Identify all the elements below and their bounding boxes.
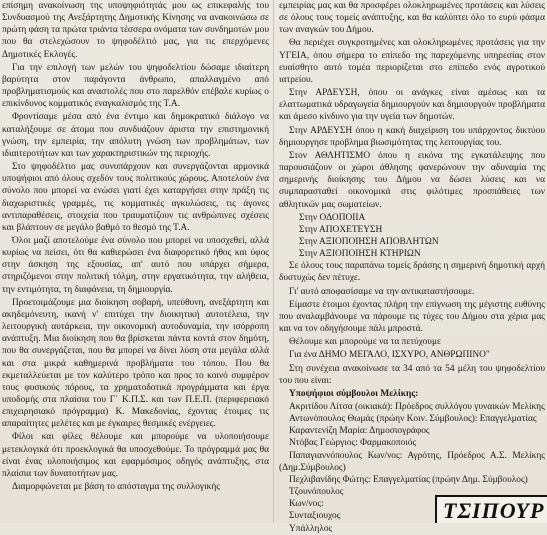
right-outro-paragraphs [279,260,545,387]
paragraph: Στην ΑΡΔΕΥΣΗ όπου η κακή διαχείριση του υπάρχοντος δικτύου δημιουργησε προβλημα βιωσιμότητας της λειτουργίας του. [279,125,545,148]
paragraph: Θέλουμε και μπορούμε να τα πετύχουμε [289,337,441,348]
sector-item: Στην ΑΞΙΟΠΟΙΗΣΗ ΚΤΗΡΙΩΝ [299,249,421,260]
paragraph: Στον ΑΘΛΗΤΙΣΜΟ όπου η εικόνα της εγκατάλειψης που παρουσιάζουν οι χώροι άθλησης φανερώνουν την αδυναμία της σημερινής διοίκησης του Δήμου να δώσει λύσεις και να συμπαρασταθεί οικονομικά στις φιλότιμες προσπάθειες των αθλητικών μας σωματείων. [279,150,545,210]
newspaper-logo: ΤΣΙΠΟΥΡ [435,495,547,523]
candidate-item: Υπάλληλος [289,523,333,534]
paragraph: Θα περιέχει συγκροτημένες και ολοκληρωμένες προτάσεις για την ΥΓΕΙΑ, όπου σήμερα το επίπεδο της παρεχόμενης υπηρεσίας στον ευαίσθητο αυτό τομέα περιορίζεται στο επίπεδο ενός αγροτικού ιατρείου. [279,38,545,85]
left-article-column [2,0,269,523]
sector-list [279,212,545,261]
paragraph: Είμαστε έτοιμοι έχοντας πλήρη την επίγνωση της μέγιστης ευθύνης που αναλαμβάνουμε να πάρουμε τις τύχες του Δήμου στα χέρια μας και να τον οδηγήσουμε πάλι μπροστά. [279,299,545,335]
candidates-heading: Υποψήφιοι σύμβουλοι Μελίκης: [289,388,419,399]
paragraph: Φίλοι και φίλες θέλουμε και μπορούμε να υλοποιήσουμε μετεκλογικά ότι προεκλογικά θα υποσχεθούμε. Το πρόγραμμά μας θα είναι ένας υλοποιήσιμος και εφαρμόσιμος οδηγός ανάπτυξης, στα πλαίσια των δυνατοτήτων μας. [2,432,269,479]
paragraph: Όλοι μαζί αποτελούμε ένα σύνολο που μπορεί να υποσχεθεί, αλλά κυρίως να πείσει, ότι θα καθιερώσει ένα διαφορετικό ήθος και ύφος στην άσκηση της εξουσίας, απ' αυτό που υπάρχει σήμερα, στηριζόμενοι στην πολιτική τόλμη, στην εργατικότητα, την αλήθεια, την εντιμότητα, τη διαφάνεια, τη δημιουργία. [2,235,269,295]
candidate-item: Τζουνόπουλος [289,487,344,498]
candidate-item: Καραντενίζη Μαρία: Δημοσιογράφος [289,426,430,437]
paragraph: Φροντίσαμε μέσα από ένα έντιμο και δημοκρατικό διάλογο να καταλήξουμε σε άτομα που συνδυάζουν άριστα την επιστημονική γνώση, την εμπειρία, την απόλυτη γνώση των προβλημάτων, των ιδιαιτεροτήτων και των χαρακτηριστικών της περιοχής. [2,112,269,159]
paragraph: Στην ΑΡΔΕΥΣΗ, όπου οι ανάγκες είναι αμέσως και τα ελαττωματικά υδραγωγεία δημιουργούν και δημιουργούν προβλήματα και άμεσο κίνδυνο για την υγεία των δημοτών. [279,88,545,123]
column-divider [273,0,274,523]
paragraph: Διαμορφώνεται με βάση το απόσταγμα της συλλογικής [12,482,220,493]
candidate-item: Κων/νος: [289,499,324,510]
paragraph: Για ένα ΔΗΜΟ ΜΕΓΑΛΟ, ΙΣΧΥΡΟ, ΑΝΘΡΩΠΙΝΟ" [289,350,490,361]
paragraph: Γι' αυτό αποφασίσαμε να την αντικαταστήσουμε. [289,286,475,297]
paragraph: εμπειρίας μας και θα προσφέρει ολοκληρωμένες προτάσεις και λύσεις σε όλους τους τομείς ανάπτυξης, και θα καλύπτει όλο το ευρύ φάσμα των αναγκών του Δήμου. [279,1,545,36]
candidate-item: Συνταξιουχος [289,511,341,522]
paragraph: Σε όλους τους παραπάνω τομείς δράσης η σημερινή δημοτική αρχή δυστυχώς δεν πέτυχε. [279,261,545,284]
candidate-item: Ακριτίδου Λίτσα (οικιακά): Πρόεδρος συλλόγου γυναικών Μελίκης [289,402,545,412]
right-intro-paragraphs [279,0,545,211]
sector-item: Στην ΑΞΙΟΠΟΙΗΣΗ ΑΠΟΒΛΗΤΩΝ [299,236,439,247]
candidate-item: Ντόβας Γεώργιος: Φαρμακοποιός [289,438,417,449]
sector-item: Στην ΟΔΟΠΟΙΙΑ [299,212,366,223]
sector-item: Στην ΑΠΟΧΕΤΕΥΣΗ [299,224,383,235]
candidate-item: Αντωνόπουλος Θωμάς (πρώην Κοιν. Σύμβουλος): Επαγγελματίας [289,414,537,425]
paragraph: Στη συνέχεια ανακοίνωσε τα 34 από τα 54 μέλη του ψηφοδελτίου του που είναι: [279,363,545,386]
paragraph: Στο ψηφοδέλτιο μας συνυπάρχουν και συνεργάζονται αρμονικά υποψήφιοι από όλους σχεδόν τους πολιτικούς χώρους. Αποτελούν ένα σύνολο που μπορεί να ενώσει γιατί έχει καταργήσει στην πράξη τις διαχωριστικές γραμμές, τις κομματικές αγκυλώσεις, τις άγονες αντιπαραθέσεις, στοιχεία που τραυματίζουν τις ανθρώπινες σχέσεις και βλάπτουν σε μεγάλο βαθμό το θεσμό της Τ.Α. [2,162,269,233]
paragraph: Προετοιμάζουμε μια διοίκηση σοβαρή, υπεύθυνη, ανεξάρτητη και ακηδεμόνευτη, ικανή ν' επιτύχει την διοικητική αυτοτέλεια, την λειτουργική αυτάρκεια, την οικονομική αυτοδυναμία, την ισόρροπη ανάπτυξη. Μια διοίκηση που θα βρίσκεται πάντα κοντά στον δημότη, που θα συνεργάζεται, που θα μπορεί να δίνει λύση στα μεγάλα αλλά και στα μικρά καθημερινά προβλήματα του τόπου. Που θα εκμεταλλεύεται με τον καλύτερο τρόπο και προς το κοινό συμφέρον τους φυσικούς πόρους, τα χρηματοδοτικά προγράμματα και έργα υποδομής στα πλαίσια του Γ΄ Κ.Π.Σ. και των Π.Ε.Π. (περιφερειακό επιχειρησιακό πρόγραμμα) Κ. Μακεδονίας, έχοντας έτοιμες τις απαραίτητες μελέτες και με έγκαιρες θεσμικές ενέργειες. [2,297,269,430]
paragraph: Για την επιλογή των μελών του ψηφοδελτίου δώσαμε ιδιαίτερη βαρύτητα στον παράγοντα άνθρωπο, απαλλαγμένο από προβληματισμούς και αναστολές που στο παρελθόν επέβαλε κυρίως ο επικίνδυνος κομματικός εναγκαλισμός της Τ.Α. [2,62,269,110]
candidate-item: Παπαγιαννόπουλος Κων/νος: Αγρότης, Πρόεδρος Α.Σ. Μελίκης (Δημ.Σύμβουλος) [279,450,545,473]
paragraph: επίσημη ανακοίνωση της υποψηφιότητάς μου ως επικεφαλής του Συνδυασμού της Ανεξάρτητης Δημοτικής Κίνησης να ανακοινώσω σε πρώτη φάση τα πρώτα τριάντα τέσσερα ονόματα των συνδημοτών μου που θα στελεχώσουν το ψηφοδέλτιό μας, για τις επερχόμενες Δημοτικές Εκλογές. [2,1,269,60]
right-article-column [279,0,545,534]
candidate-item: Πεχλιβανίδης Φώτης: Επαγγελματίας (πρώην Δημ. Σύμβουλος) [289,474,528,485]
